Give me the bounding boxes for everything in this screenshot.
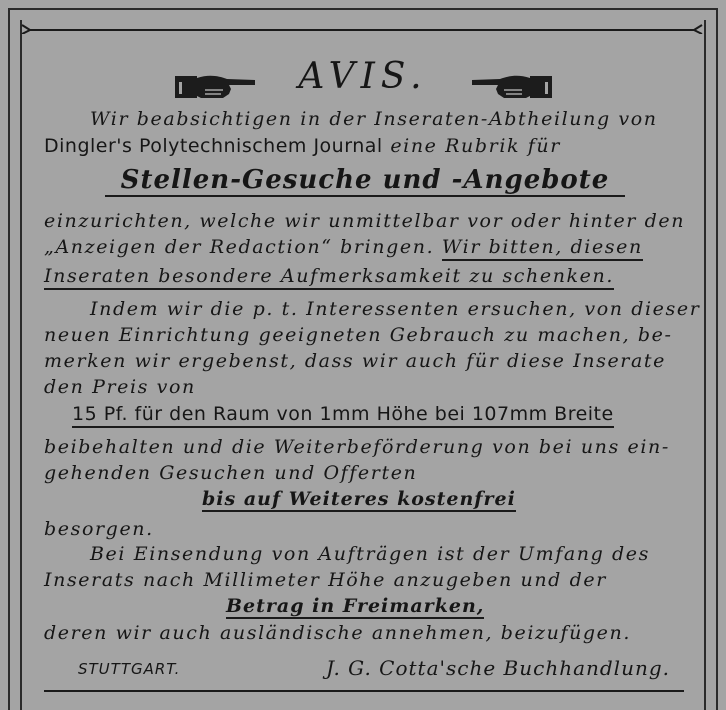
- text-line-12: besorgen.: [44, 518, 154, 540]
- text-line-1: Wir beabsichtigen in der Inseraten-Abtheilung von: [90, 108, 658, 130]
- bottom-rule: [44, 690, 684, 692]
- text-line-15: deren wir auch ausländische annehmen, beizufügen.: [44, 622, 632, 644]
- section-heading: Stellen-Gesuche und -Angebote: [105, 165, 625, 197]
- free-of-charge-line: bis auf Weiteres kostenfrei: [202, 488, 516, 510]
- price-line: 15 Pf. für den Raum von 1mm Höhe bei 107mm Breite: [72, 403, 614, 428]
- text-line-2: [44, 135, 561, 157]
- place-name: STUTTGART.: [78, 660, 181, 678]
- stamps-line: Betrag in Freimarken,: [226, 595, 485, 617]
- text-line-4a: „Anzeigen der Redaction“ bringen.: [44, 236, 435, 258]
- page-title: AVIS.: [298, 56, 428, 97]
- text-line-3: einzurichten, welche wir unmittelbar vor oder hinter den: [44, 210, 686, 232]
- text-line-4b: Wir bitten, diesen: [442, 236, 643, 261]
- text-line-6: Indem wir die p. t. Interessenten ersuchen, von dieser: [90, 298, 701, 320]
- text-line-7: neuen Einrichtung geeigneten Gebrauch zu machen, be-: [44, 324, 673, 346]
- text-line-5: [44, 265, 614, 287]
- publisher-name: J. G. Cotta'sche Buchhandlung.: [326, 656, 671, 680]
- text-line-13: Bei Einsendung von Aufträgen ist der Umfang des: [90, 543, 650, 565]
- text-line-9: den Preis von: [44, 376, 196, 398]
- journal-name: Dingler's Polytechnischem Journal: [44, 135, 383, 157]
- text-line-11: gehenden Gesuchen und Offerten: [44, 462, 418, 484]
- text-line-5-underlined: Inseraten besondere Aufmerksamkeit zu schenken.: [44, 265, 614, 290]
- text-line-8: merken wir ergebenst, dass wir auch für diese Inserate: [44, 350, 666, 372]
- text-line-4: [44, 236, 643, 258]
- text-line-10: beibehalten und die Weiterbeförderung von bei uns ein-: [44, 436, 670, 458]
- ornamental-top-rule: [20, 24, 704, 34]
- text-line-14: Inserats nach Millimeter Höhe anzugeben und der: [44, 569, 607, 591]
- text-line-2b: eine Rubrik für: [390, 135, 561, 157]
